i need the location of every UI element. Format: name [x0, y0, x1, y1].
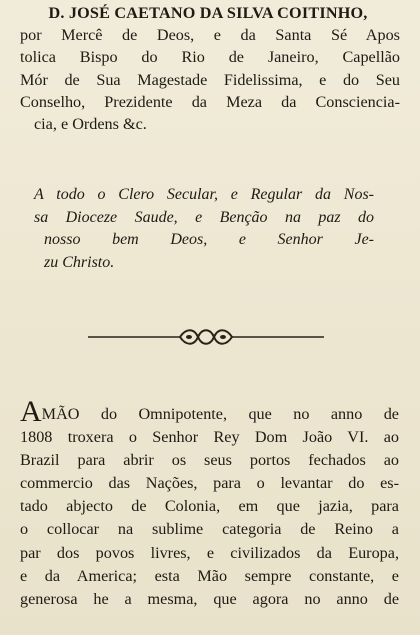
body-line: commercio das Nações, para o levantar do es- — [20, 474, 399, 493]
scroll-rule-ornament-icon — [88, 326, 324, 348]
dropcap: A — [20, 395, 42, 428]
address-line: A todo o Clero Secular, e Regular da Nos- — [34, 186, 374, 203]
address-line: nosso bem Deos, e Senhor Je- — [44, 231, 374, 248]
body-line: generosa he a mesma, que agora no anno de — [20, 589, 399, 608]
body-line: 1808 troxera o Senhor Rey Dom João VI. ao — [20, 428, 399, 447]
heading-line: Conselho, Prezidente da Meza da Consciencia- — [20, 92, 400, 111]
body-text — [20, 395, 399, 611]
heading-title: D. JOSÉ CAETANO DA SILVA COITINHO, — [48, 4, 368, 22]
body-line: tado abjecto de Colonia, em que jazia, para — [20, 497, 399, 516]
heading-line: Mór de Sua Magestade Fidelissima, e do Seu — [20, 70, 400, 89]
body-line: Brazil para abrir os seus portos fechados ao — [20, 451, 399, 470]
body-line: e da America; esta Mão sempre constante, e — [20, 566, 399, 585]
body-line: par dos povos livres, e civilizados da Europa, — [20, 543, 399, 562]
address-line: sa Dioceze Saude, e Benção na paz do — [34, 208, 374, 226]
heading-block — [20, 2, 400, 135]
heading-line: tolica Bispo do Rio de Janeiro, Capellão — [20, 48, 400, 67]
body-line: MÃO do Omnipotente, que no anno de — [41, 405, 399, 423]
body-line-first — [20, 395, 399, 428]
heading-line: cia, e Ordens &c. — [34, 115, 147, 134]
heading-line: por Mercê de Deos, e da Santa Sé Apos — [20, 26, 400, 45]
address-line: zu Christo. — [44, 253, 115, 271]
address-block — [34, 184, 374, 274]
body-line: o collocar na sublime categoria de Reino a — [20, 520, 399, 539]
